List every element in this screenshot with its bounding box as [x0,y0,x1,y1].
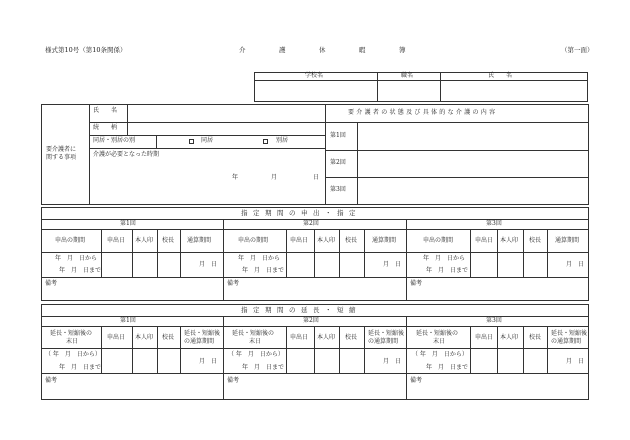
s3-g3-total-header-1: 延長・短縮後 [551,330,588,337]
s2-g1-month-day: 月 日 [199,261,218,268]
recipient-name-field[interactable] [128,105,324,121]
s2-g3-remarks: 備考 [410,280,423,287]
condition-round-1: 第1回 [330,132,346,139]
s2-g2-total-header: 通算期間 [372,237,397,244]
section2-title: 指定期間の申出・指定 [241,209,361,217]
condition-round-2: 第2回 [330,159,346,166]
s3-g1-month-day: 月 日 [199,358,218,365]
s2-g3-to: 年 月 日まで [426,267,469,274]
s3-g3-month-day: 月 日 [566,358,585,365]
s3-g3-from: （ 年 月 日から） [412,351,468,358]
section3-title: 指定期間の延長・短縮 [241,306,361,314]
school-name-label: 学校名 [305,72,324,79]
s3-g3-end-header-1: 延長・短縮後の [416,330,459,337]
condition-field-1[interactable] [358,123,588,149]
s2-g1-principal-header: 校長 [162,237,175,244]
title-char-4: 暇 [359,46,366,54]
title-char-5: 簿 [399,46,406,54]
condition-round-3: 第3回 [330,186,346,193]
s2-g2-principal-header: 校長 [345,237,358,244]
s3-g1-end-header-2: 末日 [66,338,79,345]
position-field[interactable] [378,81,439,101]
s2-g1-date-header: 申出日 [107,237,126,244]
s3-g2-remarks: 備考 [227,377,240,384]
care-start-year-unit: 年 [232,174,239,181]
care-start-label: 介護が必要となった時期 [93,151,160,158]
s2-g3-principal-header: 校長 [529,237,542,244]
condition-header: 要介護者の状態及び具体的な介護の内容 [348,109,498,116]
s3-g1-to: 年 月 日まで [59,364,102,371]
s3-round-2: 第2回 [303,317,319,324]
name-field[interactable] [441,81,587,101]
name-label: 氏 名 [488,72,513,79]
s3-g3-date-header: 申出日 [475,334,494,341]
s2-g3-total-header: 通算期間 [555,237,580,244]
relation-field[interactable] [128,123,324,134]
s2-g1-seal-header: 本人印 [135,237,154,244]
care-start-day-unit: 日 [313,174,320,181]
s3-g3-to: 年 月 日まで [426,364,469,371]
title-char-2: 護 [279,46,286,54]
s3-g2-total-header-1: 延長・短縮後 [368,330,405,337]
condition-field-3[interactable] [358,178,588,204]
form-number: 様式第10号（第10条関係） [45,46,127,54]
s3-g3-remarks: 備考 [410,377,423,384]
s3-g2-seal-header: 本人印 [317,334,336,341]
s3-g1-end-header-1: 延長・短縮後の [50,330,93,337]
s3-g2-to: 年 月 日まで [242,364,285,371]
position-label: 職名 [401,72,414,79]
cohabiting-label: 同居 [201,137,214,144]
cohabiting-checkbox[interactable] [189,139,194,144]
relation-label: 続 柄 [93,124,118,131]
s3-g1-principal-header: 校長 [162,334,175,341]
recipient-name-label: 氏 名 [93,107,118,114]
s2-g3-from: 年 月 日から [423,255,466,262]
s3-g1-total-header-2: の通算期間 [184,338,215,345]
school-name-field[interactable] [255,81,376,101]
s3-g2-date-header: 申出日 [290,334,309,341]
s3-g3-end-header-2: 末日 [433,338,446,345]
s2-g3-month-day: 月 日 [566,261,585,268]
s3-g2-from: （ 年 月 日から） [228,351,284,358]
s3-round-3: 第3回 [486,317,502,324]
s2-round-3: 第3回 [486,220,502,227]
s2-round-1: 第1回 [120,220,136,227]
s2-g1-remarks: 備考 [45,280,58,287]
s2-g1-to: 年 月 日まで [59,267,102,274]
separate-label: 別居 [276,137,289,144]
s2-g2-from: 年 月 日から [238,255,281,262]
s2-g2-remarks: 備考 [227,280,240,287]
s2-g2-month-day: 月 日 [383,261,402,268]
title-char-3: 休 [319,46,326,54]
s2-g3-date-header: 申出日 [475,237,494,244]
s3-g2-month-day: 月 日 [383,358,402,365]
s3-g2-end-header-2: 末日 [249,338,262,345]
condition-field-2[interactable] [358,151,588,176]
s2-g2-date-header: 申出日 [290,237,309,244]
s3-g1-seal-header: 本人印 [135,334,154,341]
s3-g3-seal-header: 本人印 [500,334,519,341]
s2-g2-to: 年 月 日まで [242,267,285,274]
s3-g1-remarks: 備考 [45,377,58,384]
s2-g2-period-header: 申出の期間 [238,237,269,244]
s3-g2-principal-header: 校長 [345,334,358,341]
s3-g2-total-header-2: の通算期間 [368,338,399,345]
s2-g3-period-header: 申出の期間 [423,237,454,244]
s2-g1-total-header: 通算期間 [187,237,212,244]
care-recipient-group-label-1: 要介護者に [46,146,77,153]
page-label: （第一面） [561,46,594,54]
s3-g1-from: （ 年 月 日から） [45,351,101,358]
s3-g1-date-header: 申出日 [107,334,126,341]
separate-checkbox[interactable] [263,139,268,144]
title-char-1: 介 [239,46,246,54]
s3-g3-total-header-2: の通算期間 [551,338,582,345]
s3-g2-end-header-1: 延長・短縮後の [232,330,275,337]
care-recipient-group-label-2: 関する事項 [46,154,77,161]
s2-g2-seal-header: 本人印 [317,237,336,244]
s2-round-2: 第2回 [303,220,319,227]
care-start-month-unit: 月 [271,174,278,181]
s2-g3-seal-header: 本人印 [500,237,519,244]
s3-round-1: 第1回 [120,317,136,324]
s2-g1-from: 年 月 日から [55,255,98,262]
living-label: 同居・別居の別 [93,137,136,144]
s3-g1-total-header-1: 延長・短縮後 [184,330,221,337]
s2-g1-period-header: 申出の期間 [55,237,86,244]
s3-g3-principal-header: 校長 [529,334,542,341]
